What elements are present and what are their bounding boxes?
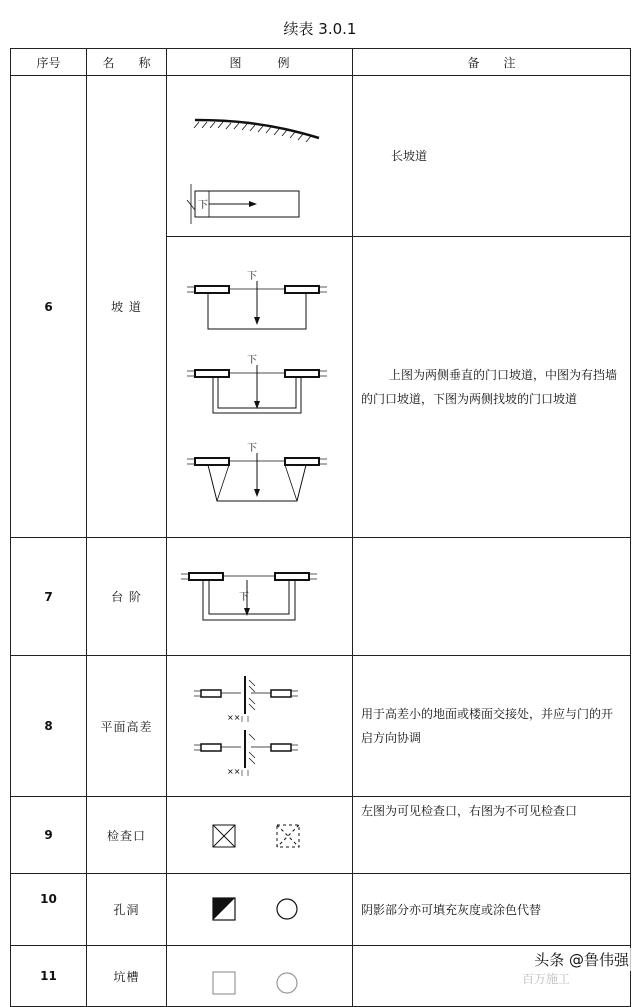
row-number: 10 [11,874,87,946]
dimension-label: ×× [227,767,241,776]
row-note: 长坡道 [353,76,631,237]
level-difference-figure [167,656,353,797]
watermark: 头条 @鲁伟强 [531,948,632,971]
row-note: 左图为可见检查口，右图为不可见检查口 [353,797,631,874]
row-name: 孔洞 [87,874,167,946]
row-name: 平面高差 [87,656,167,797]
legend-table [10,48,631,1007]
header-row [11,49,631,76]
table-title: 续表 3.0.1 [283,20,357,38]
steps-down-label: 下 [239,592,249,603]
row-name: 坡 道 [87,76,167,538]
row-number: 9 [11,797,87,874]
row-number: 8 [11,656,87,797]
row-name: 坑槽 [87,946,167,1007]
header-notes: 备 注 [353,49,631,76]
pit-figure [167,946,353,1007]
row-note: 阴影部分亦可填充灰度或涂色代替 [353,874,631,946]
row-note [353,538,631,656]
watermark-sub: 百万施工 [521,972,570,986]
steps-figure [167,538,353,656]
row-number: 7 [11,538,87,656]
table-row [11,76,631,237]
row-note: 用于高差小的地面或楼面交接处，并应与门的开启方向协调 [353,656,631,797]
row-name: 检查口 [87,797,167,874]
door-ramp-figures [167,237,353,538]
table-row [11,656,631,797]
long-ramp-figure [167,76,353,237]
row-note: 上图为两侧垂直的门口坡道，中图为有挡墙的门口坡道，下图为两侧找坡的门口坡道 [353,237,631,538]
header-name: 名 称 [87,49,167,76]
table-row [11,874,631,946]
row-number: 11 [11,946,87,1007]
table-row [11,538,631,656]
ramp-down-label: 下 [247,443,257,454]
ramp-down-label: 下 [247,355,257,366]
dimension-label: ×× [227,713,241,722]
header-legend: 图 例 [167,49,353,76]
header-no: 序号 [11,49,87,76]
row-number: 6 [11,76,87,538]
ramp-down-label: 下 [198,200,208,211]
row-name: 台 阶 [87,538,167,656]
ramp-down-label: 下 [247,271,257,282]
hole-figure [167,874,353,946]
inspection-opening-figure [167,797,353,874]
table-row [11,797,631,874]
